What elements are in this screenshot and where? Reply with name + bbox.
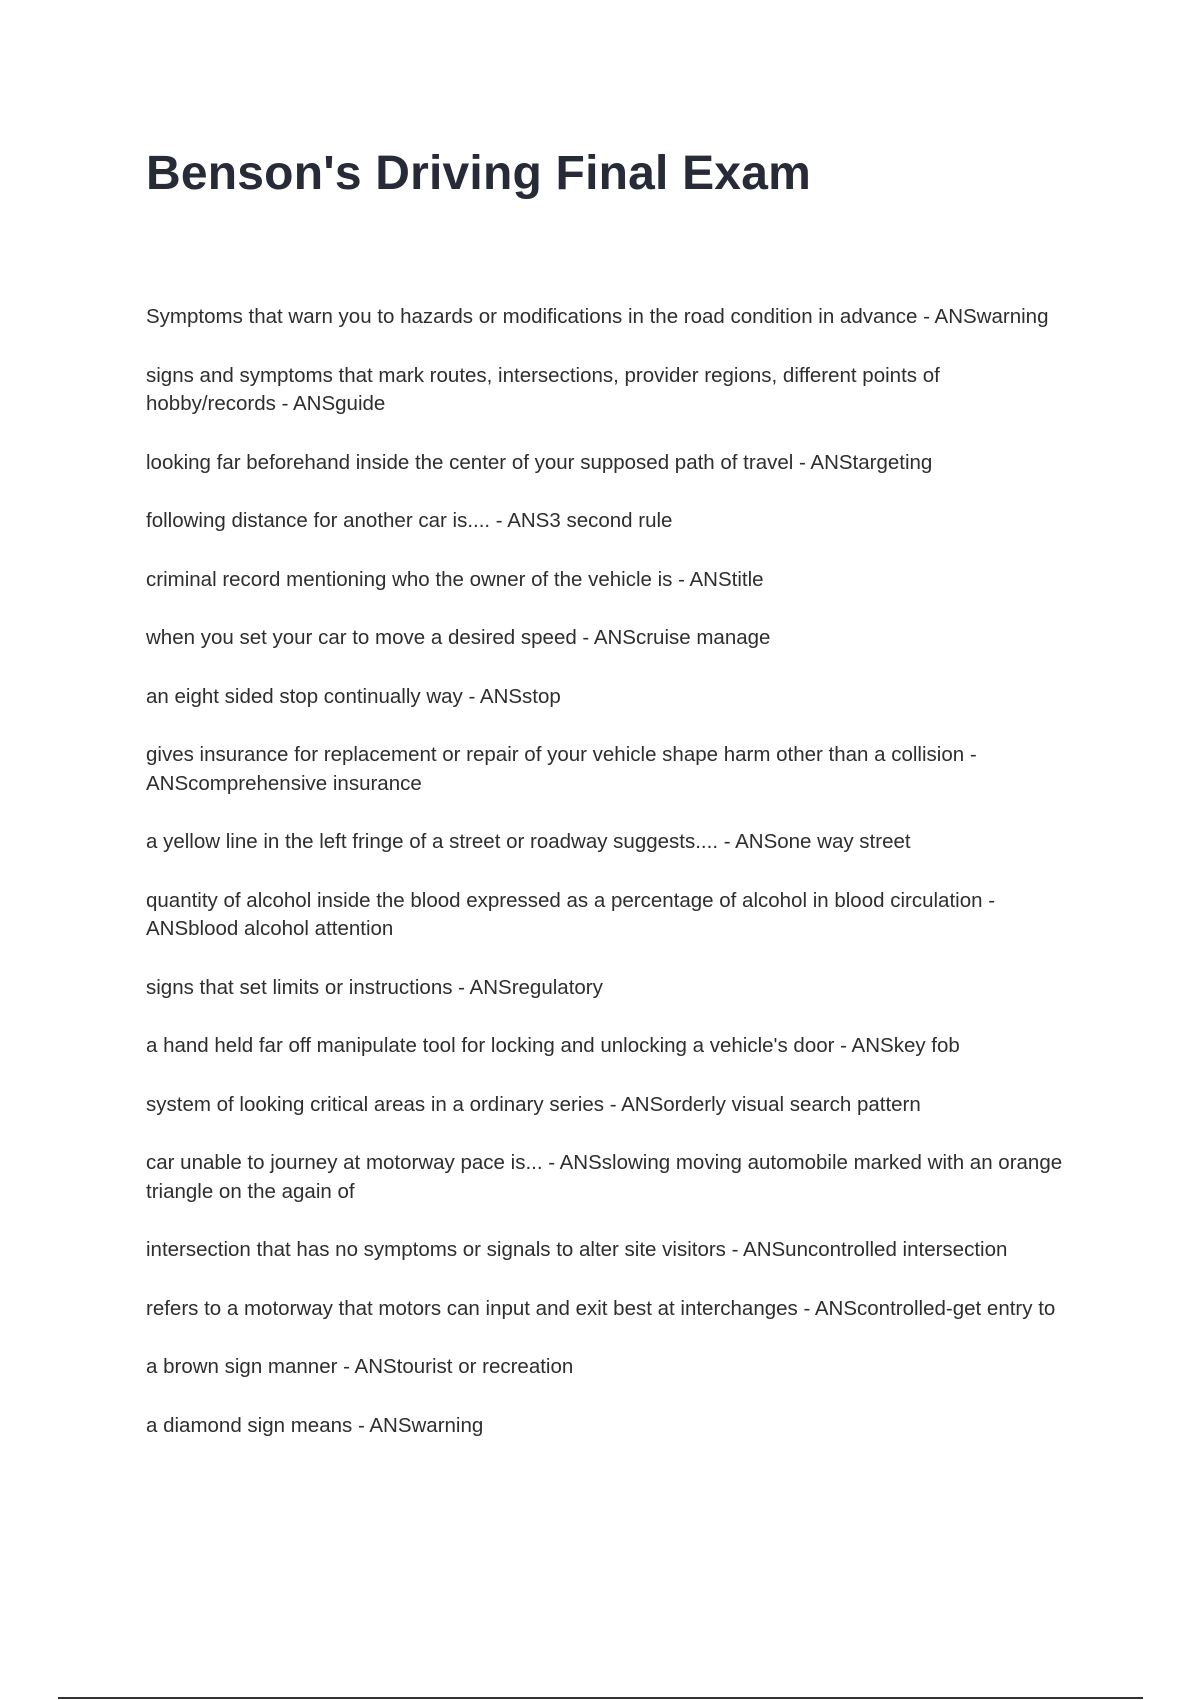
footer-divider <box>58 1697 1143 1699</box>
document-title: Benson's Driving Final Exam <box>146 147 811 200</box>
qa-item-4: following distance for another car is.... - ANS3 second rule <box>146 509 673 532</box>
qa-item-14: car unable to journey at motorway pace is... - ANSslowing moving automobile marked with an orange triangle on the again of <box>146 1151 1063 1203</box>
qa-item-10: quantity of alcohol inside the blood expressed as a percentage of alcohol in blood circulation - ANSblood alcohol attention <box>146 888 996 940</box>
qa-item-8: gives insurance for replacement or repair of your vehicle shape harm other than a collision - ANScomprehensive insurance <box>146 743 977 795</box>
qa-item-13: system of looking critical areas in a ordinary series - ANSorderly visual search pattern <box>146 1092 921 1116</box>
qa-item-11: signs that set limits or instructions - ANSregulatory <box>146 975 603 999</box>
qa-item-5: criminal record mentioning who the owner of the vehicle is - ANStitle <box>146 567 764 591</box>
qa-item-9: a yellow line in the left fringe of a street or roadway suggests.... - ANSone way street <box>146 830 911 853</box>
qa-item-12: a hand held far off manipulate tool for locking and unlocking a vehicle's door - ANSkey fob <box>146 1034 960 1057</box>
qa-item-16: refers to a motorway that motors can input and exit best at interchanges - ANScontrolled-get entry to <box>146 1296 1056 1320</box>
qa-item-1: Symptoms that warn you to hazards or modifications in the road condition in advance - ANSwarning <box>146 305 1049 328</box>
qa-item-6: when you set your car to move a desired speed - ANScruise manage <box>146 626 771 649</box>
qa-item-7: an eight sided stop continually way - ANSstop <box>146 684 561 708</box>
qa-item-3: looking far beforehand inside the center of your supposed path of travel - ANStargeting <box>146 450 933 474</box>
qa-item-15: intersection that has no symptoms or signals to alter site visitors - ANSuncontrolled intersection <box>146 1238 1008 1261</box>
qa-item-2: signs and symptoms that mark routes, intersections, provider regions, different points of hobby/records - ANSguide <box>146 363 940 415</box>
qa-item-17: a brown sign manner - ANStourist or recreation <box>146 1355 574 1378</box>
question-answer-list <box>146 303 1066 1470</box>
qa-item-18: a diamond sign means - ANSwarning <box>146 1413 484 1437</box>
